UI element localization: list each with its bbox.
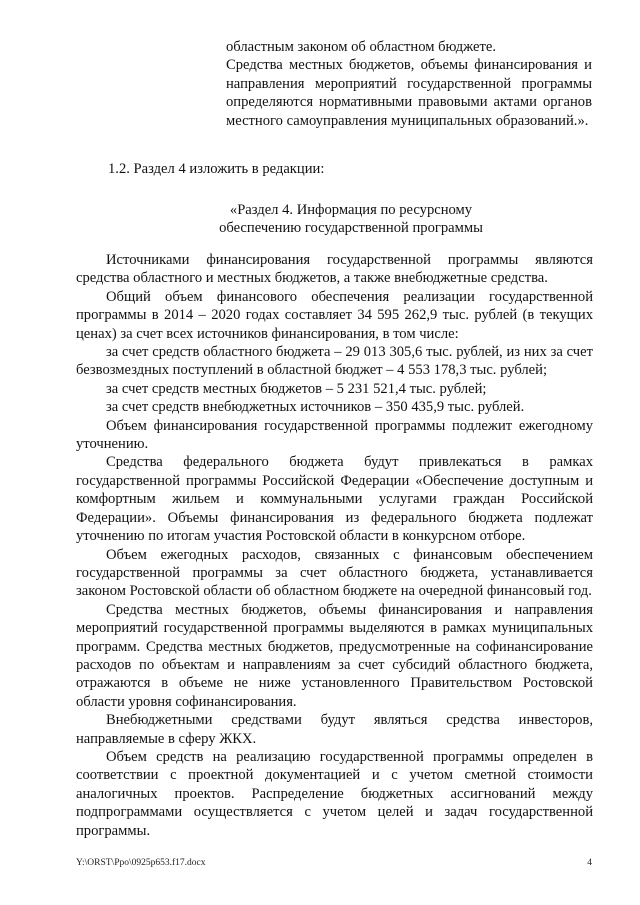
amendment-item: 1.2. Раздел 4 изложить в редакции: <box>108 161 325 177</box>
body-paragraph: Объем ежегодных расходов, связанных с финансовым обеспечением государственной программы за счет областного бюджета, устанавливается законом Ростовской области об областном бюджете на очередной финансовый год. <box>76 546 593 600</box>
body-paragraph: Средства местных бюджетов, объемы финансирования и направления мероприятий государственной программы выделяются в рамках муниципальных программ. Средства местных бюджетов, предусмотренные на софинансирование расходов по объектам и направлениям за счет субсидий областного бюджета, отражаются в объеме не ниже установленного Правительством Ростовской области уровня софинансирования. <box>76 601 593 710</box>
body-paragraph: Объем средств на реализацию государственной программы определен в соответствии с проектной документацией и с учетом сметной стоимости аналогичных проектов. Распределение бюджетных ассигнований между подпрограммами осуществляется с учетом целей и задач государственной программы. <box>76 748 593 839</box>
body-paragraph: за счет средств внебюджетных источников – 350 435,9 тыс. рублей. <box>106 399 525 416</box>
body-paragraph: Внебюджетными средствами будут являться средства инвесторов, направляемые в сферу ЖКХ. <box>76 712 593 747</box>
quoted-text-block <box>226 38 592 130</box>
body-paragraph: за счет средств местных бюджетов – 5 231 521,4 тыс. рублей; <box>106 380 487 397</box>
section-heading <box>110 201 592 238</box>
quote-paragraph: Средства местных бюджетов, объемы финансирования и направления мероприятий государственной программы определяются нормативными правовыми актами органов местного самоуправления муниципальных образований.». <box>226 57 592 129</box>
section-heading-line-2: обеспечению государственной программы <box>219 220 483 237</box>
body-paragraph: Общий объем финансового обеспечения реализации государственной программы в 2014 – 2020 годах составляет 34 595 262,9 тыс. рублей (в текущих ценах) за счет всех источников финансирования, в том числе: <box>76 288 593 342</box>
body-paragraph: Источниками финансирования государственной программы являются средства областного и местных бюджетов, а также внебюджетные средства. <box>76 252 593 287</box>
body-paragraph: Объем финансирования государственной программы подлежит ежегодному уточнению. <box>76 417 593 453</box>
body-paragraph: за счет средств областного бюджета – 29 013 305,6 тыс. рублей, из них за счет безвозмездных поступлений в областной бюджет – 4 553 178,3 тыс. рублей; <box>76 344 593 379</box>
body-paragraph: Средства федерального бюджета будут привлекаться в рамках государственной программы Российской Федерации «Обеспечение доступным и комфортным жильем и коммунальными услугами граждан Российской Федерации». Объемы финансирования из федерального бюджета подлежат уточнению по итогам участия Ростовской области в конкурсном отборе. <box>76 454 593 545</box>
quote-line: областным законом об областном бюджете. <box>226 39 497 55</box>
footer-file-path: Y:\ORST\Ppo\0925p653.f17.docx <box>76 858 206 868</box>
section-body <box>76 251 593 840</box>
section-heading-line-1: «Раздел 4. Информация по ресурсному <box>229 202 473 218</box>
footer-page-number: 4 <box>587 858 592 868</box>
